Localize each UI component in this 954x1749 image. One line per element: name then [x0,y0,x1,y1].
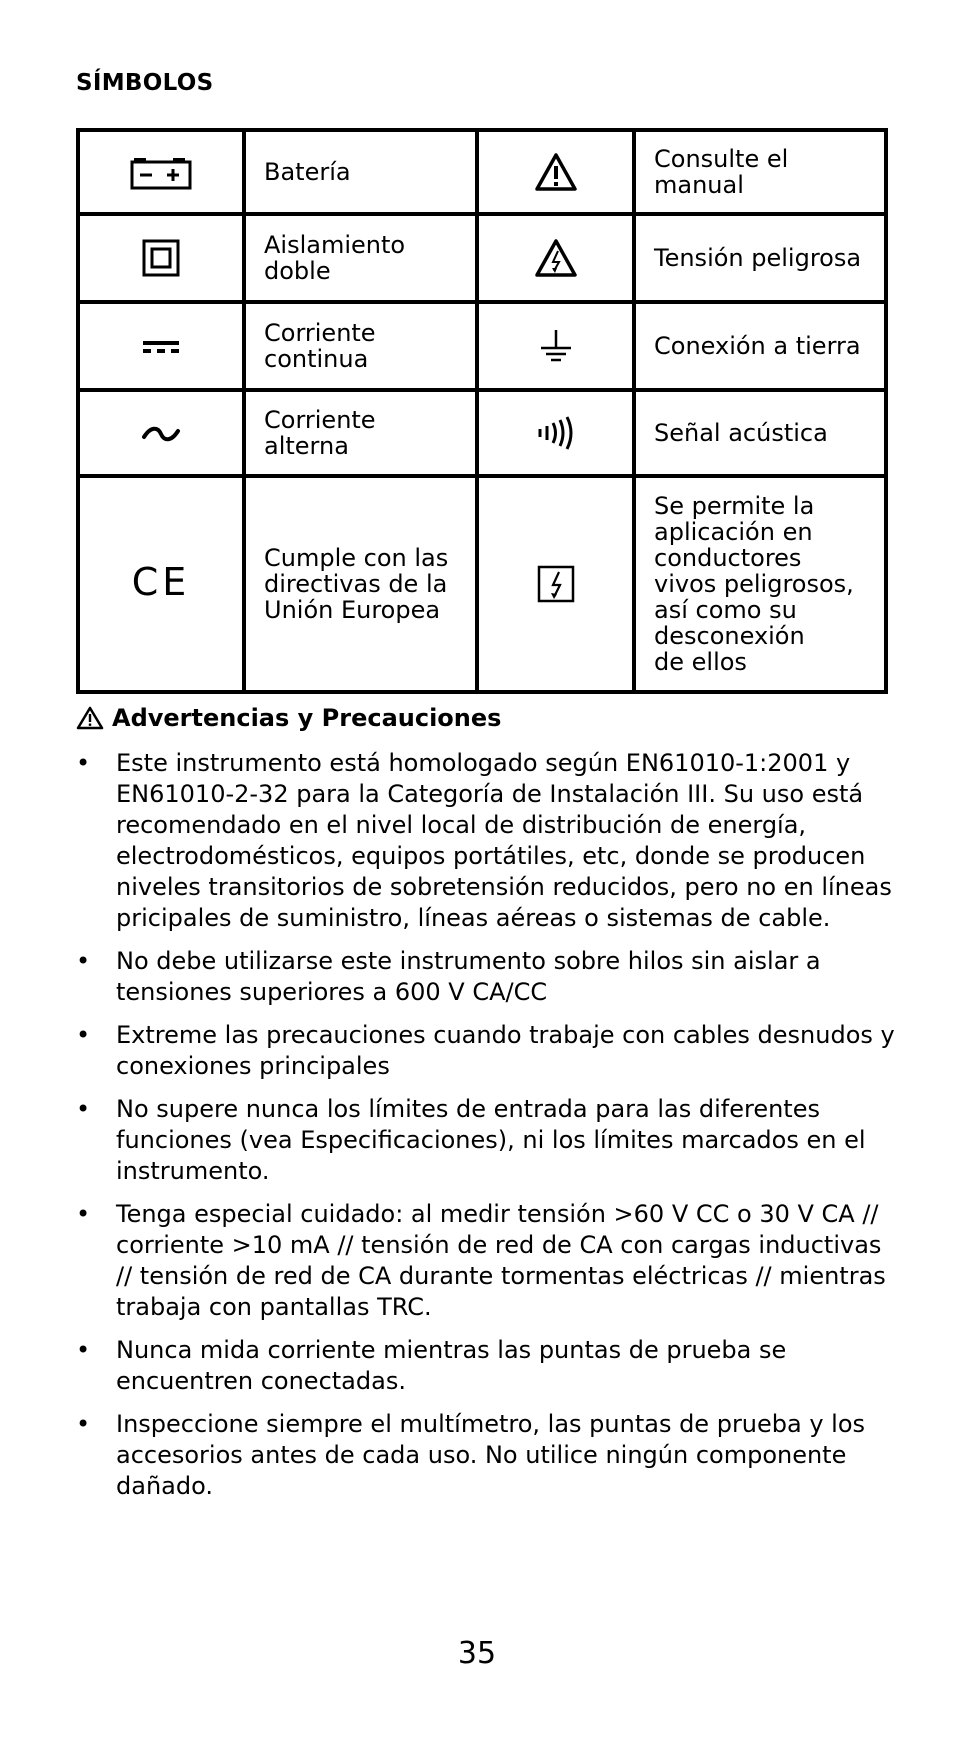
symbol-label: Cumple con las directivas de la Unión Europea [244,476,477,692]
high-voltage-triangle-icon [534,238,578,278]
warnings-list [76,748,896,1514]
list-item-text: Nunca mida corriente mientras las puntas de prueba se encuentren conectadas. [116,1336,787,1395]
list-item-text: No supere nunca los límites de entrada para las diferentes funciones (vea Especificaciones), ni los límites marcados en el instrumento. [116,1095,866,1185]
ce-mark-icon: CE [131,559,191,604]
symbol-label: Conexión a tierra [634,302,886,390]
list-item [76,748,896,934]
symbol-cell [477,214,634,302]
symbol-label: Tensión peligrosa [634,214,886,302]
symbol-cell [477,302,634,390]
symbol-cell [78,476,244,692]
symbol-cell [477,130,634,214]
bullet: • [76,1021,91,1049]
table-row [78,302,886,390]
warnings-title-text: Advertencias y Precauciones [112,704,502,732]
page-number: 35 [457,1636,497,1671]
list-item-text: Este instrumento está homologado según EN61010-1:2001 y EN61010-2-32 para la Categoría de Instalación III. Su uso está recomendado en el nivel local de distribución de energía, electrodomésticos, equipos portátiles, etc, donde se producen niveles transitorios de sobretensión reducidos, pero no en líneas pricipales de suministro, líneas aéreas o sistemas de cable. [116,749,892,932]
bullet: • [76,1336,91,1364]
symbol-cell [78,214,244,302]
bullet: • [76,1410,91,1438]
battery-icon [129,153,193,191]
symbol-cell [78,130,244,214]
direct-current-icon [141,337,181,357]
bullet: • [76,947,91,975]
symbol-label: Corriente continua [244,302,477,390]
table-row [78,476,886,692]
symbol-label: Se permite la aplicación en conductores vivos peligrosos, así como su desconexión de ellos [634,476,886,692]
symbol-label: Señal acústica [634,390,886,476]
table-row [78,390,886,476]
symbol-label: Consulte el manual [634,130,886,214]
table-row [78,130,886,214]
list-item-text: Extreme las precauciones cuando trabaje con cables desnudos y conexiones principales [116,1021,895,1080]
symbol-cell [78,302,244,390]
warning-triangle-icon [76,706,104,730]
list-item [76,1409,896,1502]
symbol-cell [477,476,634,692]
list-item [76,1199,896,1323]
ground-icon [538,328,574,364]
list-item [76,946,896,1008]
symbol-label: Corriente alterna [244,390,477,476]
page-heading: SÍMBOLOS [76,70,214,96]
symbols-table [76,128,888,694]
list-item-text: Tenga especial cuidado: al medir tensión >60 V CC o 30 V CA // corriente >10 mA // tensión de red de CA con cargas inductivas // tensión de red de CA durante tormentas eléctricas // mientras trabaja con pantallas TRC. [116,1200,886,1321]
list-item [76,1335,896,1397]
double-insulation-icon [141,238,181,278]
table-row [78,214,886,302]
bullet: • [76,1200,91,1228]
sound-icon [534,415,578,451]
list-item [76,1020,896,1082]
list-item-text: Inspeccione siempre el multímetro, las puntas de prueba y los accesorios antes de cada uso. No utilice ningún componente dañado. [116,1410,866,1500]
list-item-text: No debe utilizarse este instrumento sobre hilos sin aislar a tensiones superiores a 600 V CA/CC [116,947,821,1006]
bullet: • [76,749,91,777]
symbol-cell [477,390,634,476]
bullet: • [76,1095,91,1123]
list-item [76,1094,896,1187]
warning-triangle-icon [534,152,578,192]
symbol-label: Batería [244,130,477,214]
alternating-current-icon [141,424,181,444]
live-conductor-icon [536,564,576,604]
symbol-cell [78,390,244,476]
symbol-label: Aislamiento doble [244,214,477,302]
warnings-title [76,704,501,732]
